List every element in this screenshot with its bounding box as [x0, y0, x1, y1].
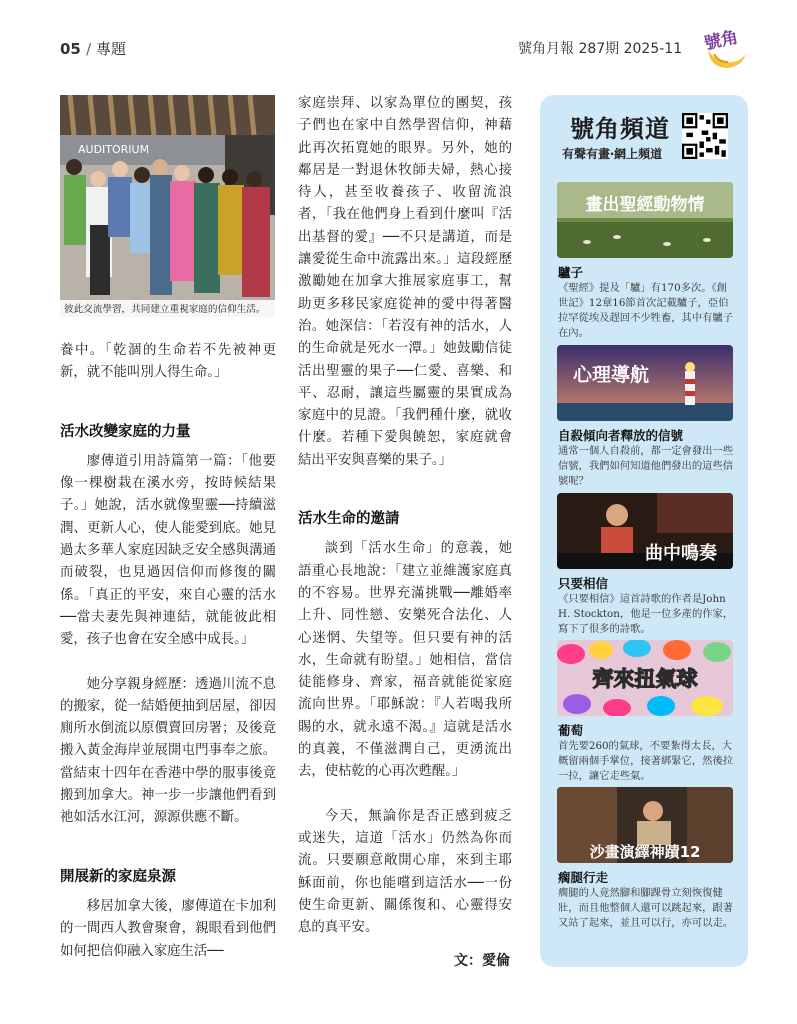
channel-item-desc: 通常一個人自殺前，都一定會發出一些信號，我們如何知道他們發出的這些信號呢？: [558, 445, 734, 487]
photo-caption: 彼此交流學習，共同建立重視家庭的信仰生活。: [64, 304, 266, 315]
paragraph: 家庭崇拜、以家為單位的團契，孩子們也在家中自然學習信仰，神藉此再次拓寬她的眼界。另外，她的鄰居是一對退休牧師夫婦，熱心接待人，甚至收養孩子、收留流浪者，「我在他們身上看到什麼叫『活出基督的愛』──不只是講道，而是讓愛從生命中流露出來。」這段經歷激勵她在加拿大推展家庭事工，幫助更多移民家庭從神的愛中得著醫治。她深信：「若沒有神的活水，人的生命就是死水一潭。」她鼓勵信徒活出聖靈的果子──仁愛、喜樂、和平、忍耐，讓這些屬靈的果實成為家庭中的見證。「我們種什麼，就收什麼。若種下愛與饒恕，家庭就會結出平安與喜樂的果子。」: [298, 96, 512, 468]
channel-item-title[interactable]: 自殺傾向者釋放的信號: [558, 428, 684, 443]
section-heading: 開展新的家庭泉源: [60, 868, 176, 885]
channel-thumbnail-sand-art[interactable]: [557, 787, 733, 863]
section-name: 專題: [95, 40, 126, 58]
qr-code-icon[interactable]: [682, 113, 728, 159]
article-column-2: [298, 93, 512, 939]
page-header: [60, 38, 126, 59]
section-heading: 活水生命的邀請: [298, 511, 400, 528]
paragraph: 今天，無論你是否正感到疲乏或迷失，這道「活水」仍然為你而流。只要願意敞開心扉，來到主耶穌面前，你也能嚐到這活水──一份使生命更新、關係復和、心靈得安息的真平安。: [298, 808, 512, 936]
paragraph: 談到「活水生命」的意義，她語重心長地說：「建立並維護家庭真的不容易。世界充滿挑戰──離婚率上升、同性戀、安樂死合法化、人心迷惘、失望等。但只要有神的活水，生命就有盼望。」她相信，當信徒能修身、齊家，福音就能從家庭流向世界。「耶穌說：『人若喝我所賜的水，就永遠不渴。』這就是活水的真義，不僅滋潤自己，更湧流出去，使枯乾的心再次甦醒。」: [298, 541, 512, 780]
thumbnail-title: 沙畫演繹神蹟12: [589, 843, 701, 861]
svg-text:號角: 號角: [702, 27, 740, 55]
paragraph: 廖傳道引用詩篇第一篇：「他要像一棵樹栽在溪水旁，按時候結果子。」她說，活水就像聖靈──持續滋潤、更新人心，使人能愛到底。她見過太多華人家庭因缺乏安全感與溝通而破裂，也見過因信仰而修復的關係。「真正的平安，來自心靈的活水──當夫妻先與神連結，就能彼此相愛，孩子也會在安全感中成長。」: [60, 453, 276, 648]
paragraph: 養中。「乾涸的生命若不先被神更新，就不能叫別人得生命。」: [60, 343, 276, 381]
thumbnail-title: 曲中鳴奏: [645, 543, 717, 564]
channel-thumbnail-balloons[interactable]: [557, 640, 733, 716]
horn-logo-icon: [700, 24, 750, 72]
channel-item-title[interactable]: 瘸腿行走: [558, 870, 609, 885]
thumbnail-title: 畫出聖經動物情: [585, 195, 705, 215]
header-separator: /: [86, 40, 96, 58]
channel-item-desc: 首先要260的氣球，不要紮得太長，大概留兩個手掌位，接著綁緊它，然後拉一拉，讓它走些氣。: [558, 740, 734, 782]
paragraph: 她分享親身經歷：透過川流不息的搬家，從一結婚便抽到居屋，卻因廁所水倒流以原價賣回房署；及後竟搬入黃金海岸並展開屯門事奉之旅。當結束十四年在香港中學的服事後竟搬到加拿大。神一步一步讓他們看到祂如活水江河，源源供應不斷。: [60, 676, 276, 826]
group-photo: [60, 95, 275, 317]
channel-item-desc: 《聖經》提及「驢」有170多次。《創世記》12章16節首次記載驢子，亞伯拉罕從埃及趕回不少牲畜，其中有驢子在內。: [558, 282, 734, 339]
channel-item-desc: 《只要相信》這首詩歌的作者是John H. Stockton，他是一位多產的作家，寫下了很多的詩歌。: [558, 593, 734, 635]
section-heading: 活水改變家庭的力量: [60, 423, 191, 440]
paragraph: 移居加拿大後，廖傳道在卡加利的一間西人教會聚會，親眼看到他們如何把信仰融入家庭生活──: [60, 898, 276, 959]
channel-thumbnail-lighthouse[interactable]: [557, 345, 733, 421]
thumbnail-title: 齊來扭氣球: [592, 667, 698, 691]
channel-item-title[interactable]: 只要相信: [558, 576, 609, 591]
article-column-1: [60, 340, 276, 963]
sidebar-subtitle: 有聲有畫‧網上頻道: [562, 147, 663, 161]
author-byline: 文：愛倫: [454, 953, 510, 969]
channel-item-desc: 瘸腿的人竟然腳和腳踝骨立刻恢復健壯，而且他整個人還可以跳起來，跟著又站了起來，並且可以行，亦可以走。: [558, 887, 734, 929]
publication-info: 號角月報 287期 2025-11: [518, 41, 683, 57]
group-photo-illustration: [60, 95, 275, 317]
channel-item-title[interactable]: 葡萄: [558, 723, 584, 738]
channel-thumbnail-piano[interactable]: [557, 493, 733, 569]
channel-sidebar: [540, 95, 748, 967]
thumbnail-title: 心理導航: [573, 364, 650, 386]
sidebar-title: 號角頻道: [570, 115, 670, 143]
channel-item-title[interactable]: 驢子: [558, 265, 584, 280]
page-number: 05: [60, 40, 81, 58]
auditorium-sign: AUDITORIUM: [78, 143, 150, 156]
channel-thumbnail-donkey[interactable]: [557, 182, 733, 258]
